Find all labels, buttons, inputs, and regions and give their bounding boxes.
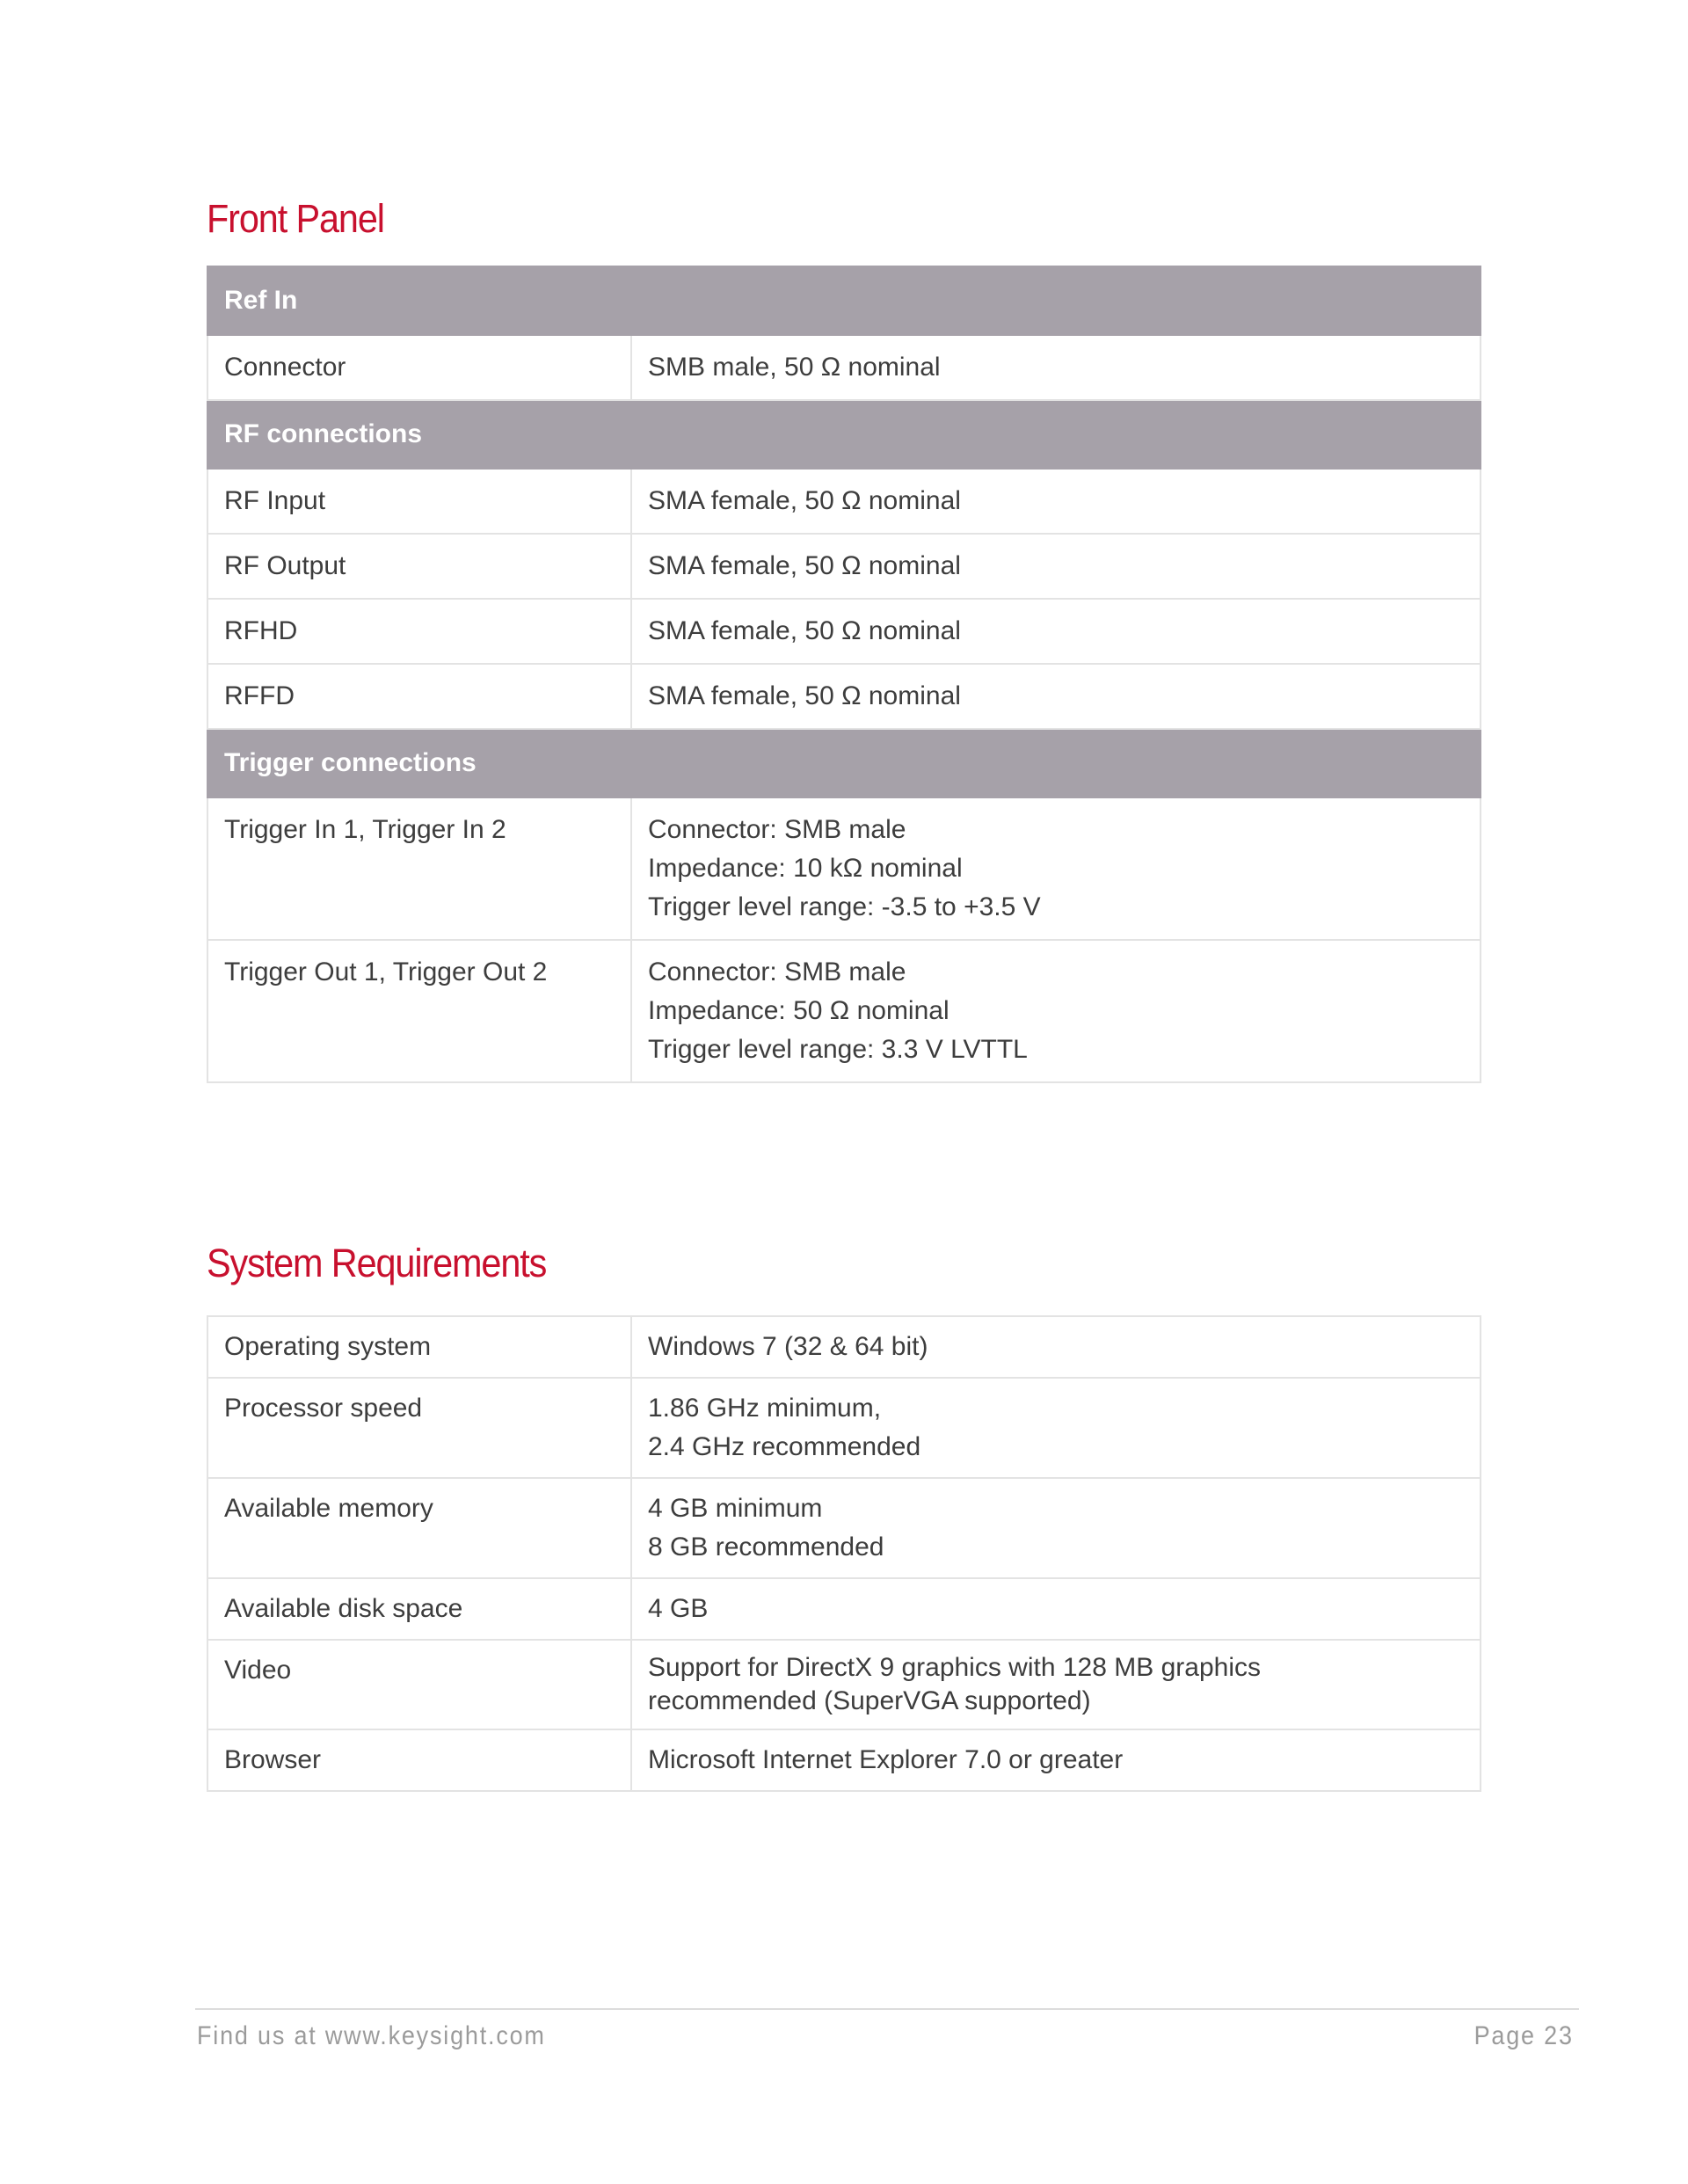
spec-label: Trigger In 1, Trigger In 2 [207,797,631,940]
spec-value-line: Impedance: 50 Ω nominal [648,996,950,1025]
system-requirements-title: System Requirements [207,1241,547,1285]
front-panel-table [207,266,1481,1083]
spec-value [631,1316,1481,1378]
spec-value [631,469,1481,534]
table-row [207,1316,1481,1378]
spec-value [631,797,1481,940]
system-requirements-table [207,1315,1481,1792]
spec-value [631,940,1481,1082]
group-header: RF connections [207,400,1481,469]
spec-value-line: 1.86 GHz minimum, [648,1394,882,1423]
spec-value [631,1640,1481,1729]
spec-value-line: 8 GB recommended [648,1532,884,1562]
spec-label: Available memory [207,1478,631,1578]
table-row [207,940,1481,1082]
footer-page-number: Page 23 [1473,2021,1574,2050]
spec-label: RFFD [207,664,631,729]
group-header: Trigger connections [207,729,1481,797]
spec-value-line: Microsoft Internet Explorer 7.0 or greater [648,1745,1124,1774]
spec-value [631,1578,1481,1640]
spec-value [631,1729,1481,1791]
spec-label: RF Output [207,534,631,599]
spec-value [631,335,1481,400]
table-row [207,1578,1481,1640]
spec-label: Video [207,1640,631,1729]
group-header-row [207,400,1481,469]
spec-value-line: Windows 7 (32 & 64 bit) [648,1332,928,1361]
table-row [207,664,1481,729]
spec-value-line: Connector: SMB male [648,957,906,986]
group-header: Ref In [207,266,1481,335]
spec-value-line: recommended (SuperVGA supported) [648,1686,1091,1715]
spec-label: Connector [207,335,631,400]
spec-value-line: 2.4 GHz recommended [648,1432,921,1461]
footer-website: Find us at www.keysight.com [197,2021,546,2050]
table-row [207,469,1481,534]
spec-label: Operating system [207,1316,631,1378]
table-row [207,599,1481,664]
spec-value-line: SMA female, 50 Ω nominal [648,681,961,710]
spec-value-line: Connector: SMB male [648,815,906,844]
spec-value [631,534,1481,599]
spec-value-line: SMA female, 50 Ω nominal [648,616,961,645]
spec-value [631,599,1481,664]
front-panel-title: Front Panel [207,196,384,241]
table-row [207,1640,1481,1729]
spec-value [631,1478,1481,1578]
spec-value-line: Trigger level range: -3.5 to +3.5 V [648,892,1041,921]
spec-value [631,664,1481,729]
footer-divider [195,2008,1579,2010]
spec-label: Processor speed [207,1378,631,1478]
spec-value-line: SMA female, 50 Ω nominal [648,551,961,580]
spec-value-line: Support for DirectX 9 graphics with 128 MB graphics [648,1653,1261,1682]
group-header-row [207,266,1481,335]
spec-label: Browser [207,1729,631,1791]
table-row [207,534,1481,599]
spec-value-line: 4 GB minimum [648,1494,823,1523]
spec-value-line: SMB male, 50 Ω nominal [648,353,941,382]
spec-value-line: Trigger level range: 3.3 V LVTTL [648,1035,1028,1064]
table-row [207,1729,1481,1791]
spec-value-line: 4 GB [648,1594,709,1623]
table-row [207,1378,1481,1478]
spec-label: RF Input [207,469,631,534]
spec-label: Available disk space [207,1578,631,1640]
table-row [207,797,1481,940]
table-row [207,1478,1481,1578]
group-header-row [207,729,1481,797]
spec-value-line: Impedance: 10 kΩ nominal [648,854,963,883]
spec-label: Trigger Out 1, Trigger Out 2 [207,940,631,1082]
table-row [207,335,1481,400]
spec-label: RFHD [207,599,631,664]
spec-value-line: SMA female, 50 Ω nominal [648,486,961,515]
spec-value [631,1378,1481,1478]
